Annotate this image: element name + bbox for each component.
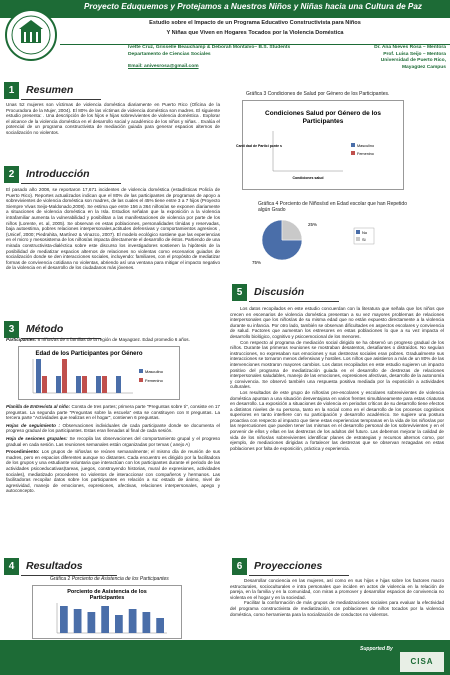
authors-block [128,45,290,71]
poster-title: Proyecto Eduquemos y Protejamos a Nuestros Niños y Niñas hacia una Cultura de Paz [83,2,423,11]
bar-masculino-1 [56,376,61,393]
bar-masculino-2 [76,376,81,393]
study-title-line2: Y Niñas que Viven en Hogares Tocados por la Violencia Doméstica [166,30,344,36]
bar-2 [88,612,96,633]
repetido-chart-box [236,216,396,266]
asistencia-chart-box [32,585,182,639]
grafica-2-caption [50,576,169,582]
legend-swatch-0 [139,369,143,373]
x-axis-label: Condiciones salud [292,176,324,180]
section-number: 5 [232,284,247,301]
section-number: 2 [4,166,19,183]
mentor-1: Dr. Ana Nieves Rosa – Mentora [374,45,446,50]
grafica-2-title: Porciento de Asistencia de los Participantes [71,576,169,582]
participantes-body: 8 niños/as de 4 familias de la región de Mayagüez. Edad promedio 6 años. [37,337,190,342]
author-email[interactable]: Email: anivesrosa@gmail.com [128,64,199,69]
bar-1 [74,609,82,633]
repetido-pie-svg [236,216,396,266]
chart-title-line1: Porciento de Asistencia de los [67,589,147,595]
data-label-si: 25% [308,222,318,227]
legend-label-1: Femenino [145,378,163,383]
bar-5 [129,609,137,633]
hojas-body: Observaciones individuales de cada participante donde se documenta el progreso gradual de los participantes. Estas eran llenadas al final de cada sesión. [6,422,220,434]
section-underline [249,301,339,302]
edad-chart-box [18,346,180,400]
metodo-text [6,404,220,580]
grupales-label: Hoja de sesiones grupales: [6,435,68,441]
introduccion-text [6,187,220,315]
bar-6 [143,612,151,633]
section-underline [21,183,121,184]
campus-name: Mayagüez Campus [401,64,446,70]
section-title: Resultados [26,560,83,572]
planilla-label: Planilla de Entrevista al niño: [6,404,71,409]
mentor-2: Prof. Luisa Seijo – Mentora [383,51,446,57]
condiciones-chart-svg [236,101,403,189]
procedimiento-label: Procedimiento: [6,449,40,455]
proyecciones-paragraph-2: Facilitar la conformación de más grupos de mediatizaciones sociales para evaluar la efectividad del programa constructivista de mediatización, con poblaciones de niños tocados por la violencia doméstica, como herramienta para la socialización de conductos no violentos. [230,600,444,617]
discusion-paragraph-2: Con respecto al programa de mediación social dirigido se ha observó un progreso gradual de los niños. Durante las primeras reuniones se mostraban desatentos, desafiantes o distraídos. No seguían instrucciones, no expresaban sus emociones y sus destrezas sociales eran pobres. Gradualmente sus interacciones se tornaron menos defensivas y hostiles. Los niños que asistieron a más de un 80% de las intervenciones mostraron mayores cambios. Los datos recopilados en este estudio sugieren un impacto positivo del programa de mediatización guiada en el desarrollo de destrezas de relaciones interpersonales saludables, manejo de las emociones, expresiones afectivas, desarrollo de la autonomía y convivencia. Se observó también una respuesta positiva mediada por la exposición a actividades culturales. [230,339,444,390]
resumen-text [6,102,220,156]
section-number: 4 [4,558,19,575]
university-seal-logo [5,5,57,67]
y-axis-label: Canti dad de Partici pante s [236,144,282,148]
bar-4 [115,615,123,633]
legend-swatch-0 [351,143,355,147]
bar-0 [60,606,68,633]
legend-swatch-1 [351,151,355,155]
section-underline [21,99,101,100]
discusion-paragraph-3: Los resultados de este grupo de niños/as pre-escolares y escolares sobrevivientes de violencia doméstica apuntan a una situación desventajosa en varios frentes simultáneamente para estas criaturas en desarrollo. La exposición a situaciones de violencia en periodos críticos de su desarrollo tiene efectos a distintos niveles de su persona, tanto en la social como en el desarrollo de los procesos cognitivos superiores en tanto interfiere con su participación y desarrollo académico. Se sugiere una postura proactiva con respecto al impacto que tiene estas experiencias tempranas en la vida de los niños/as por las repercusiones que pueden tener las mismas en el desarrollo personal de los sobrevivientes y en el porvenir de ellos y ellas en las destrezas de los adultos del futuro. Las debemos mejorar la calidad de vida de los niños/as sobrevivientes identificar planes de estrategias y recursos alternos como, por ejemplo, de mediaciones dirigidas a fortalecer las destrezas que se observan rezagadas en estas poblaciones por falta de exposición, práctica y experiencia. [230,389,444,451]
section-number: 3 [4,321,19,338]
legend-label-1: Si [362,237,366,242]
discusion-paragraph-1: Los datos recopilados en este estudio concuerdan con la literatura que señala que los niños que crecen en escenarios de violencia doméstica presentan a su vez mayores problemas de relaciones interpersonales que los niños/as de su misma edad que no están expuesto directamente a la violencia durante su infancia. Por otro lado, también se observan dificultades en aspectos escolares y convivencia de salud. Factores que aumentan los estresores en estas poblaciones lo que a su vez impacta el desarrollo biológico, cognitivo y psicoemocional de los menores. [230,306,444,339]
section-title: Resumen [26,84,74,96]
hojas-label: Hojas de seguimiento : [6,422,60,428]
section-header-resultados [4,558,144,576]
section-title: Proyecciones [254,560,323,572]
planilla-body: Consta de tres partes; primera parte "Preguntas sobre ti", consiste en 17 preguntas. La segunda parte "Preguntas sobre la escuela" esta se constituyen con 8 preguntas. La tercera parte "Actividades que realizas en el hogar", contienen 6 preguntas. [6,404,220,421]
bar-femenino-0 [42,376,47,393]
proyecciones-paragraph-1: Desarrollar conciencia en las mujeres, así como en sus hijos e hijas sobre los factores macro estructurales, socioculturales e intra personales que inciden en actos de violencia en la relación de pareja, en la familia y en la comunidad, con miras a promover y desarrollar espacios de convivencia no violenta en el hogar y en la sociedad. [230,578,444,600]
legend-label-1: Femenino [357,152,374,156]
authors-department: Departamento de Ciencias Sociales [128,51,211,57]
bar-femenino-2 [82,376,87,393]
section-title: Introducción [26,168,90,180]
pie-slice-si [282,220,302,240]
resumen-paragraph: Unas 52 mujeres son víctimas de violencia doméstica diariamente en Puerto Rico (Oficina de la Procuradora de la Mujer, 2004). El 80% de las víctimas de violencia doméstica son madres. El siguiente estudio presenta: . Una descripción de los hijos e hijas sobrevivientes de violencia doméstica . Explorar el alcance de la violencia doméstica en el desarrollo social y académico de los niños y niñas. . Evalúa el potencial de un programa constructivista de mediación guiada para generar espacios alternos de socialización no violentos. [6,102,220,135]
section-underline [249,575,349,576]
section-header-resumen [4,82,124,100]
chart-title-line1: Condiciones Salud por Género de los [265,110,381,117]
discusion-text [230,306,444,538]
section-header-discusion [232,284,372,302]
mentors-block [340,45,446,71]
procedimiento-body: Los grupos de niños/as se reúnen semanalmente; el mismo día de reunión de sus madres, pero en espacios diferentes aunque no distantes. Cada encuentro es dirigido por la facilitadora de los grupos y una estudiante voluntaria que interactúan con los participantes durante el periodo de las actividades psicoeducativas(tareas, juegos, construyendo historias, mural de expresiones, actividades sociales), mediatizado procederes no violentos de interaccionar con compañeros y hermanos. Las facilitadoras recopilar datos sobre los participantes en relación a su: estado de ánimo, nivel de agresividad, manejo de emociones, expresiones, afectivas, relaciones interpersonales, apego y autoconcepto. [6,449,220,494]
university-name: Universidad de Puerto Rico, [380,58,446,63]
bar-masculino-3 [96,376,101,393]
participantes-label: Participantes: [6,337,37,342]
chart-title-line2: Participantes [89,595,125,601]
legend-label-0: No [362,230,368,235]
section-number: 6 [232,558,247,575]
study-title-line1: Estudio sobre el Impacto de un Programa Educativo Constructivista para Niños [149,20,361,26]
chart-title-line2: Participantes [302,118,344,125]
grafica-3-caption: Gráfica 3 Condiciones de Salud por Género de los Participantes. [246,91,390,97]
chart-title: Edad de los Participantes por Género [35,351,143,357]
bar-femenino-3 [102,376,107,393]
grupales-body: Se recopila las observaciones del comportamiento grupal y el progreso gradual en cada sesión. Las reuniones semanales están organizadas por temas ( anejo A) [6,435,221,447]
section-title: Discusión [254,286,305,298]
section-title: Método [26,323,64,335]
legend-swatch-0 [356,230,360,234]
introduccion-paragraph: El pasado año 2008, se reportaron 17,671 incidentes de violencia doméstica (estadísticas Policía de Puerto Rico). Reportes actualizados indican que el 80% de las participantes de programas de apoyo a sobrevivientes de violencia doméstica son madres, de las cuales el 45% tiene entre 3 a 7 hijos (Proyecto Siempre Vivas Seijo-Maldonado,2008). Se estima que entre 156 a 364 niños/as se exponen diariamente a situaciones de violencia doméstica en la Isla. Estudios señalan que la exposición a la violencia intrafamiliar aumenta la vulnerabilidad y posibilitan a las manifestaciones de violencia por parte de los niños (Lorente, et. al, 2005). Se observan en estas poblaciones, personalidades tímidas y reservadas, baja autoestima, pobres relaciones interpersonales,actitudes defensivas y comportamientos agresivos , (Unicef, 2000; Piedrahita, Martínez & Vinazco, 2007). El modelo ecológico sostiene que las experiencias en el micro y mesosistema de los niños/as impacta directamente el desarrollo de éstos. Partiendo de una mirada constructivista-dialéctica sobre este discurso los investigadores sostienen la hipótesis de la posibilidad de mediatizar espacios alternos de relaciones no violentas como escenarios guiados de socialización donde se den interacciones sociales, incluyendo: familiares, con el propósito de mediatizar formas de convivencia cotidiana no violentas, abriendo así una ventana para mitigar el impacto negativo de la violencia en el desarrollo de los ciudadanos más jóvenes. [6,187,220,271]
supported-by-label: Supported By [360,646,393,652]
condiciones-chart-box [236,100,404,190]
bar-femenino-1 [62,359,67,393]
bar-masculino-4 [116,376,121,393]
legend-label-0: Masculino [357,144,375,148]
cisa-sponsor-logo: CISA [400,652,444,672]
data-label-no: 75% [252,260,262,265]
section-header-proyecciones [232,558,382,576]
authors-names: Ivette Cruz, Grisselle Beauchamp & Deborah Montalvo– B.S. Students [128,45,291,50]
section-number: 1 [4,82,19,99]
asistencia-chart-svg [33,586,181,638]
section-header-introduccion [4,166,144,184]
bar-3 [101,606,109,633]
edad-chart-svg [19,347,179,399]
proyecciones-text [230,578,444,638]
bar-7 [156,618,164,633]
legend-label-0: Masculino [145,369,164,374]
legend-swatch-1 [356,237,360,241]
grafica-4-caption: Gráfica 4 Porciento de Niños/sd en Edad escolar que han Repetido algún Grado [258,201,407,213]
bar-masculino-0 [36,359,41,393]
legend-swatch-1 [139,378,143,382]
grafica-2-number: Gráfica 2 [50,576,71,582]
